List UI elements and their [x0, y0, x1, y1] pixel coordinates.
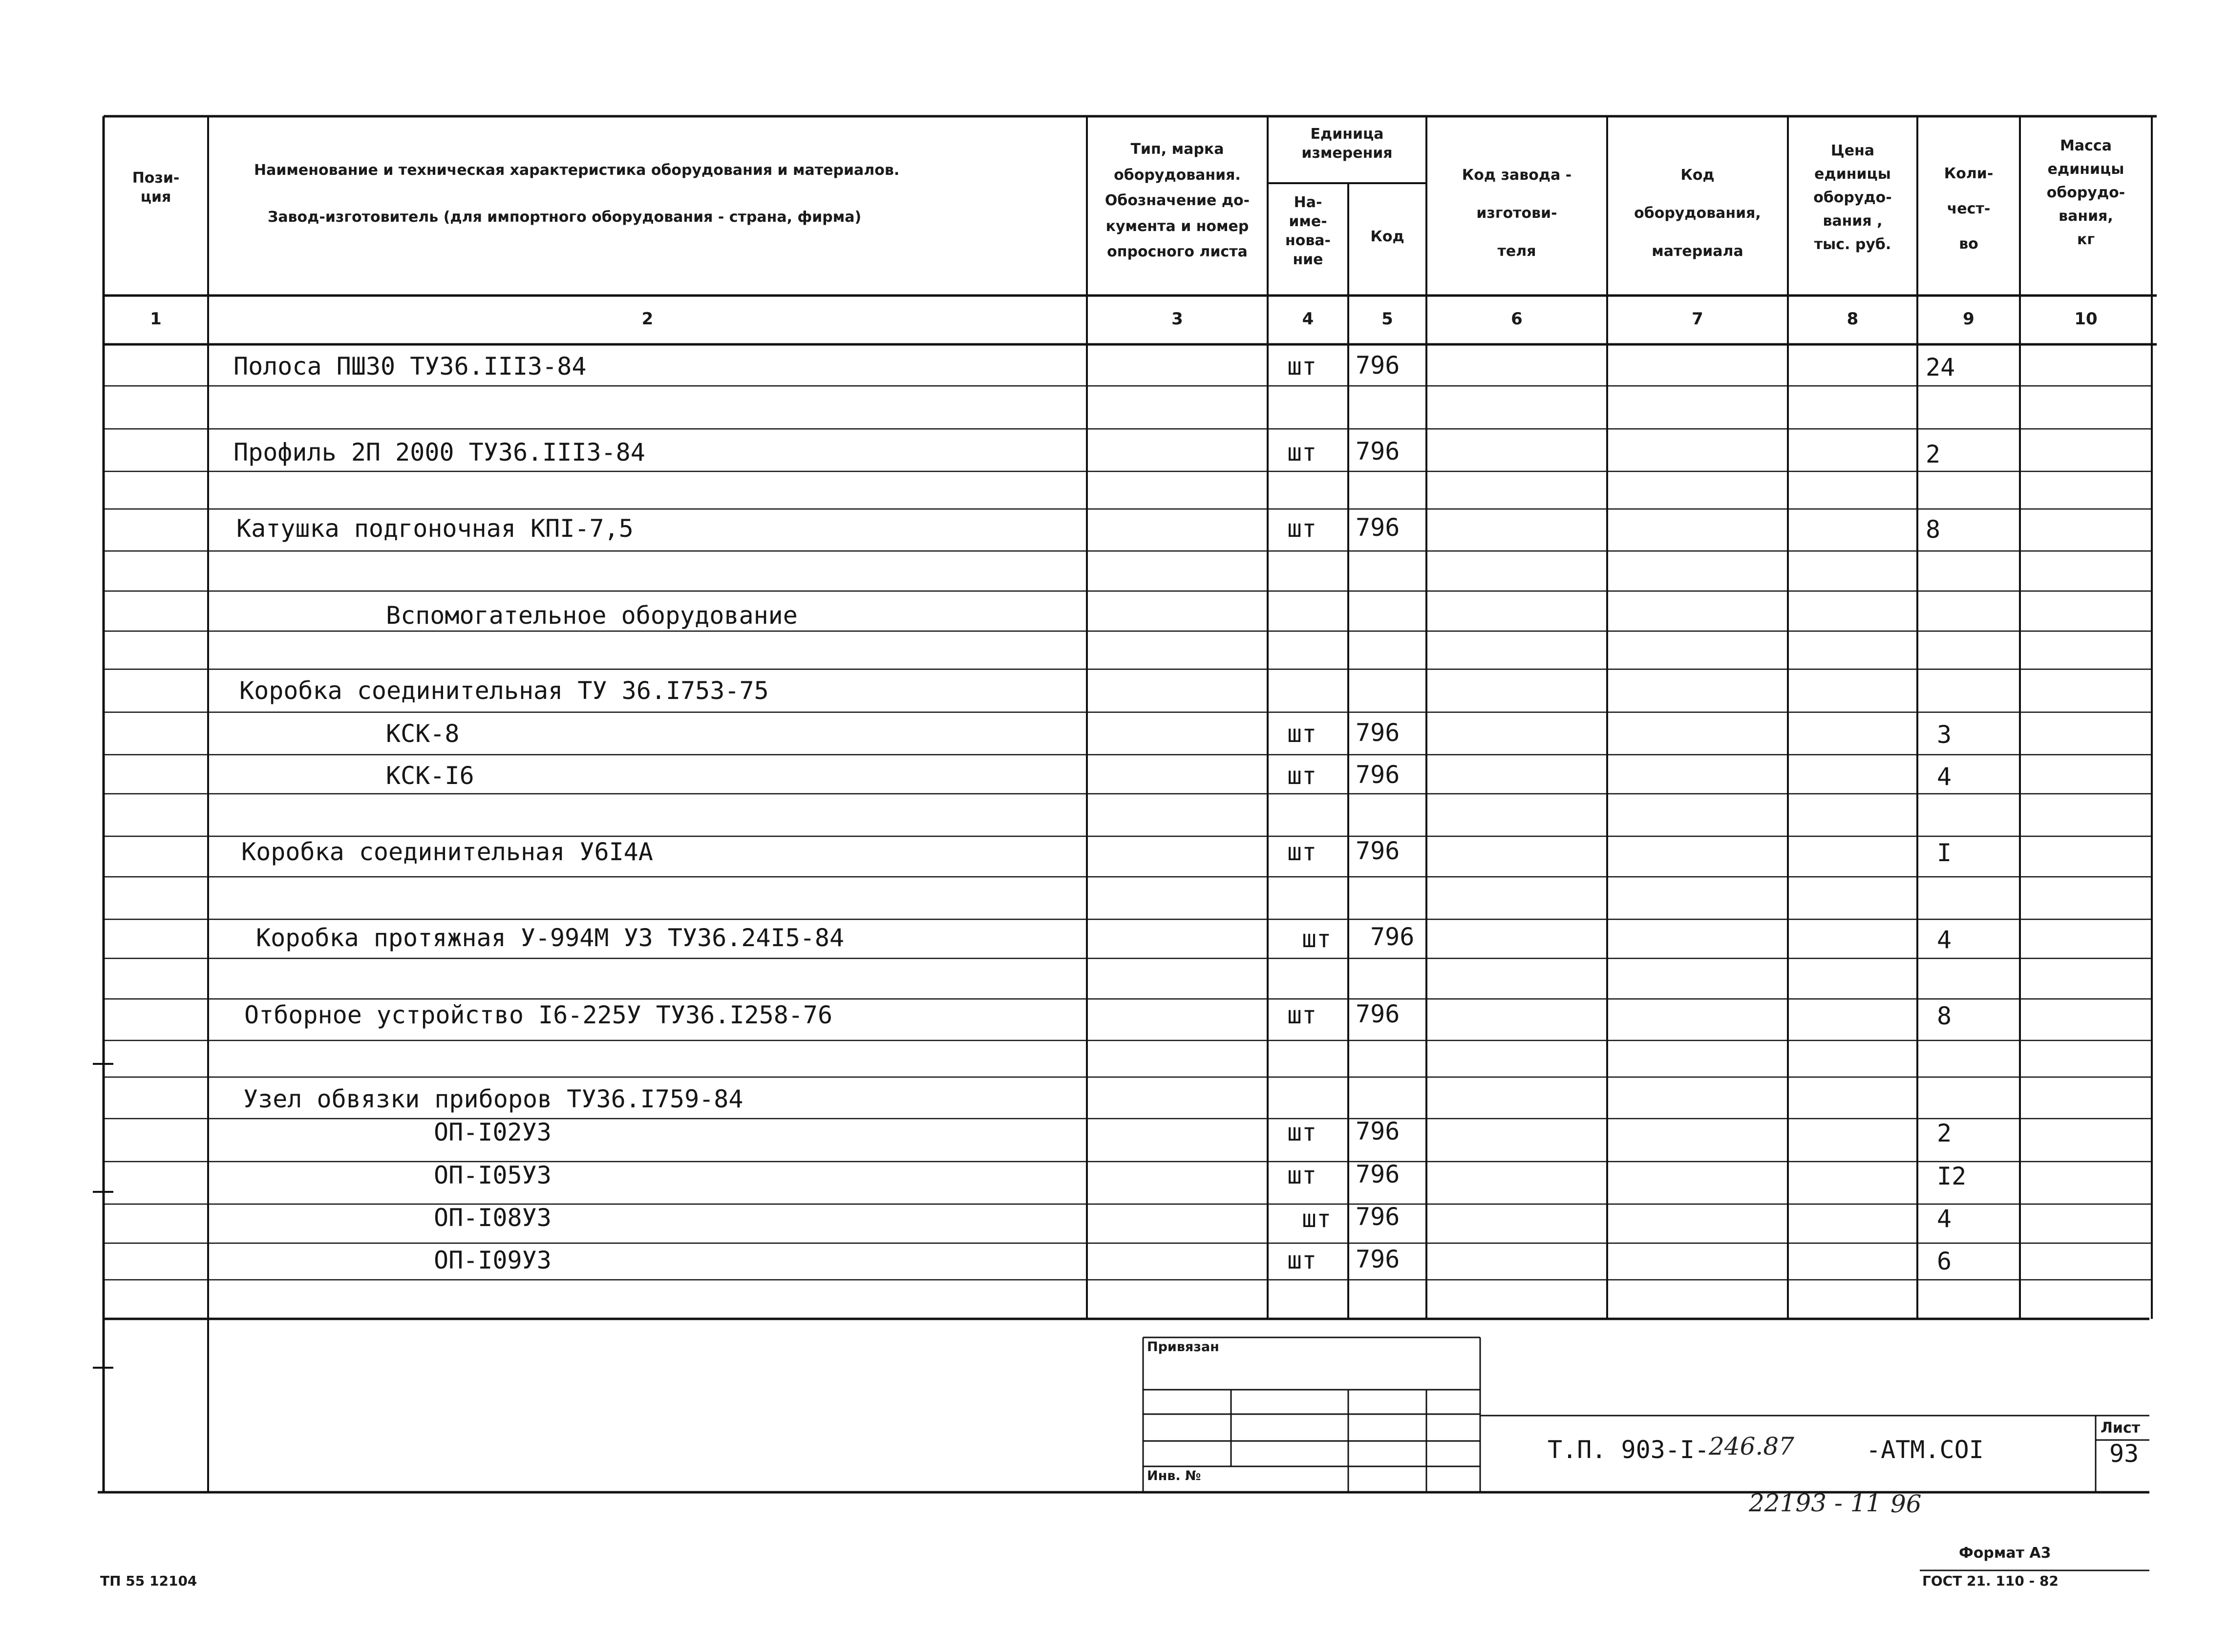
header-name-line2: Завод-изготовитель (для импортного оборудования - страна, фирма): [268, 209, 862, 226]
table-row-name: КСК-I6: [386, 762, 474, 790]
header-quantity: Коли- чест- во: [1944, 165, 1994, 253]
left-code: ТП 55 12104: [100, 1573, 197, 1589]
format-label: Формат А3: [1959, 1545, 2051, 1562]
table-row-unit: шт: [1287, 352, 1317, 381]
header-name-line1: Наименование и техническая характеристика оборудования и материалов.: [254, 162, 900, 179]
table-row-code: 796: [1356, 1000, 1400, 1028]
section-heading: Вспомогательное оборудование: [386, 601, 798, 630]
table-row-code: 796: [1370, 923, 1415, 951]
table-row-name: Отборное устройство I6-225У ТУ36.I258-76: [244, 1001, 833, 1029]
table-row-qty: 6: [1937, 1247, 1952, 1275]
header-unit-name: На- име- нова- ние: [1285, 194, 1331, 268]
header-equipment-code: Код оборудования, материала: [1634, 167, 1761, 260]
header-unit: Единица измерения: [1301, 126, 1393, 162]
table-row-name: Полоса ПШ30 ТУ36.III3-84: [234, 352, 587, 381]
table-row-unit: шт: [1287, 720, 1317, 748]
gost-label: ГОСТ 21. 110 - 82: [1922, 1573, 2059, 1589]
table-row-unit: шт: [1302, 925, 1332, 953]
table-row-name: Коробка соединительная ТУ 36.I753-75: [239, 677, 769, 705]
table-row-unit: шт: [1287, 762, 1317, 790]
table-row-name: Катушка подгоночная КПI-7,5: [236, 514, 634, 543]
column-number: 3: [1171, 309, 1183, 329]
table-row-code: 796: [1356, 1245, 1400, 1273]
column-number: 4: [1302, 309, 1314, 329]
table-row-code: 796: [1356, 1117, 1400, 1145]
table-row-name: КСК-8: [386, 720, 460, 748]
document-code-handwritten: 246.87: [1709, 1432, 1794, 1461]
table-row-code: 796: [1356, 437, 1400, 466]
table-row-qty: 4: [1937, 762, 1952, 791]
column-number: 5: [1381, 309, 1393, 329]
header-type: Тип, марка оборудования. Обозначение до- кумента и номер опросного листа: [1104, 141, 1250, 260]
table-row-qty: 2: [1926, 440, 1941, 468]
table-row-name: ОП-I09УЗ: [434, 1246, 552, 1274]
header-position: Пози- ция: [132, 169, 180, 206]
header-mass: Масса единицы оборудо- вания, кг: [2046, 137, 2125, 248]
document-code-prefix: Т.П. 903-I-: [1548, 1436, 1710, 1464]
table-row-name: Профиль 2П 2000 ТУ36.III3-84: [234, 438, 645, 466]
table-row-unit: шт: [1287, 1246, 1317, 1274]
column-number: 10: [2074, 309, 2098, 329]
table-row-unit: шт: [1287, 438, 1317, 466]
stamp-inventory: Инв. №: [1147, 1468, 1201, 1483]
table-row-unit: шт: [1287, 1161, 1317, 1189]
sheet-label: Лист: [2101, 1419, 2141, 1437]
table-row-unit: шт: [1287, 1118, 1317, 1146]
table-row-unit: шт: [1287, 1001, 1317, 1029]
table-row-name: ОП-I02УЗ: [434, 1118, 552, 1146]
table-row-code: 796: [1356, 761, 1400, 789]
table-row-code: 796: [1356, 351, 1400, 380]
table-row-qty: 8: [1926, 515, 1941, 544]
table-row-unit: шт: [1287, 838, 1317, 866]
table-row-code: 796: [1356, 1160, 1400, 1188]
table-row-qty: 24: [1926, 353, 1955, 381]
table-row-unit: шт: [1287, 514, 1317, 543]
handwritten-number: 22193 - 11: [1749, 1489, 1882, 1517]
table-row-qty: 4: [1937, 1205, 1952, 1233]
table-row-code: 796: [1356, 1203, 1400, 1231]
table-row-qty: 2: [1937, 1119, 1952, 1147]
document-code-suffix: -АТМ.СОI: [1866, 1436, 1984, 1464]
table-row-qty: 3: [1937, 720, 1952, 749]
header-unit-code: Код: [1370, 228, 1404, 245]
table-row-code: 796: [1356, 837, 1400, 865]
table-row-qty: I: [1937, 839, 1952, 867]
sheet-number: 93: [2109, 1440, 2139, 1468]
column-number: 2: [641, 309, 654, 329]
table-row-code: 796: [1356, 719, 1400, 747]
column-number: 7: [1692, 309, 1703, 329]
table-row-name: Узел обвязки приборов ТУ36.I759-84: [243, 1085, 743, 1113]
column-number: 9: [1963, 309, 1974, 329]
table-row-qty: 4: [1937, 926, 1952, 954]
table-row-qty: 8: [1937, 1002, 1952, 1030]
table-row-name: Коробка протяжная У-994М УЗ ТУ36.24I5-84: [256, 924, 845, 952]
table-row-name: Коробка соединительная У6I4А: [241, 838, 653, 866]
column-number: 1: [150, 309, 162, 329]
stamp-privyazan: Привязан: [1147, 1339, 1219, 1355]
table-row-code: 796: [1356, 513, 1400, 542]
table-row-qty: I2: [1937, 1162, 1967, 1190]
handwritten-page: 96: [1890, 1490, 1922, 1518]
table-row-name: ОП-I08УЗ: [434, 1204, 552, 1232]
column-number: 6: [1511, 309, 1523, 329]
header-price: Цена единицы оборудо- вания , тыс. руб.: [1813, 142, 1892, 253]
table-row-unit: шт: [1302, 1205, 1332, 1233]
table-row-name: ОП-I05УЗ: [434, 1161, 552, 1189]
header-plant-code: Код завода - изготови- теля: [1462, 167, 1572, 260]
column-number: 8: [1847, 309, 1859, 329]
